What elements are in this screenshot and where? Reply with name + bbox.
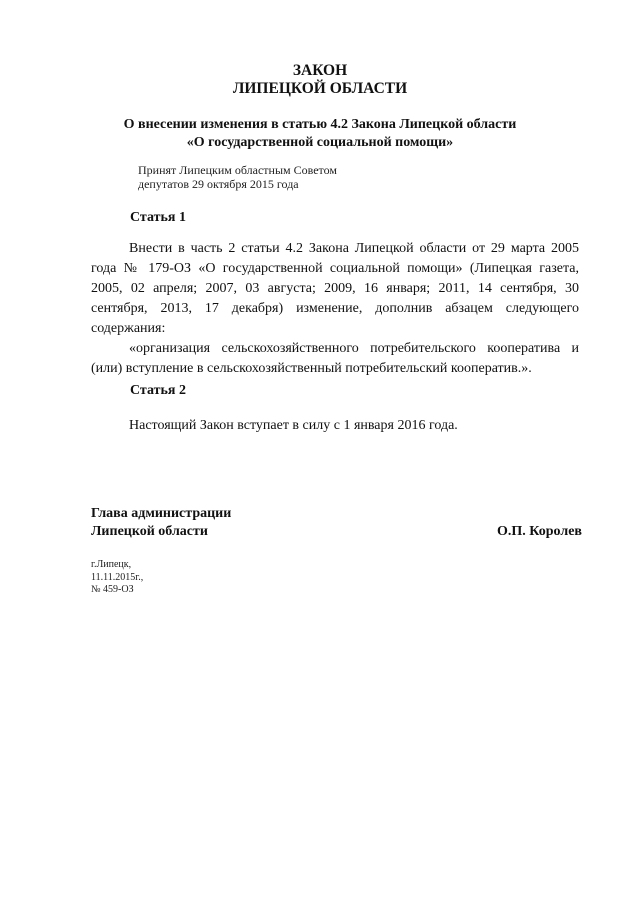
signatory-name: О.П. Королев	[497, 524, 582, 539]
document-title	[0, 62, 640, 98]
footer-number: № 459-ОЗ	[91, 584, 134, 595]
position-line-1: Глава администрации	[91, 506, 232, 521]
article-2-body	[91, 416, 579, 436]
article-1-paragraph-2: «организация сельскохозяйственного потребительского кооператива и (или) вступление в сельскохозяйственный потребительский кооператив.».	[91, 341, 579, 376]
adoption-line-2: депутатов 29 октября 2015 года	[138, 177, 299, 191]
article-1-paragraph-1: Внести в часть 2 статьи 4.2 Закона Липецкой области от 29 марта 2005 года № 179-ОЗ «О государственной социальной помощи» (Липецкая газета, 2005, 02 апреля; 2007, 03 августа; 2009, 16 января; 2011, 14 сентября, 30 сентября, 2013, 17 декабря) изменение, дополнив абзацем следующего содержания:	[91, 241, 579, 336]
title-line-1: ЗАКОН	[292, 62, 348, 79]
article-1-body	[91, 239, 579, 379]
subject-line-2: «О государственной социальной помощи»	[186, 135, 454, 150]
article-2-heading: Статья 2	[130, 383, 186, 398]
title-line-2: ЛИПЕЦКОЙ ОБЛАСТИ	[232, 80, 408, 97]
position-line-2: Липецкой области	[91, 524, 208, 539]
document-subject	[0, 116, 640, 152]
footer-place: г.Липецк,	[91, 559, 132, 570]
signatory-position	[91, 505, 231, 541]
document-footer	[91, 559, 143, 597]
adoption-line-1: Принят Липецким областным Советом	[138, 163, 337, 177]
subject-line-1: О внесении изменения в статью 4.2 Закона Липецкой области	[123, 117, 517, 132]
footer-date: 11.11.2015г.,	[91, 571, 144, 583]
article-1-heading: Статья 1	[130, 210, 186, 225]
adoption-note	[138, 163, 337, 191]
article-2-paragraph-1: Настоящий Закон вступает в силу с 1 января 2016 года.	[129, 418, 458, 433]
